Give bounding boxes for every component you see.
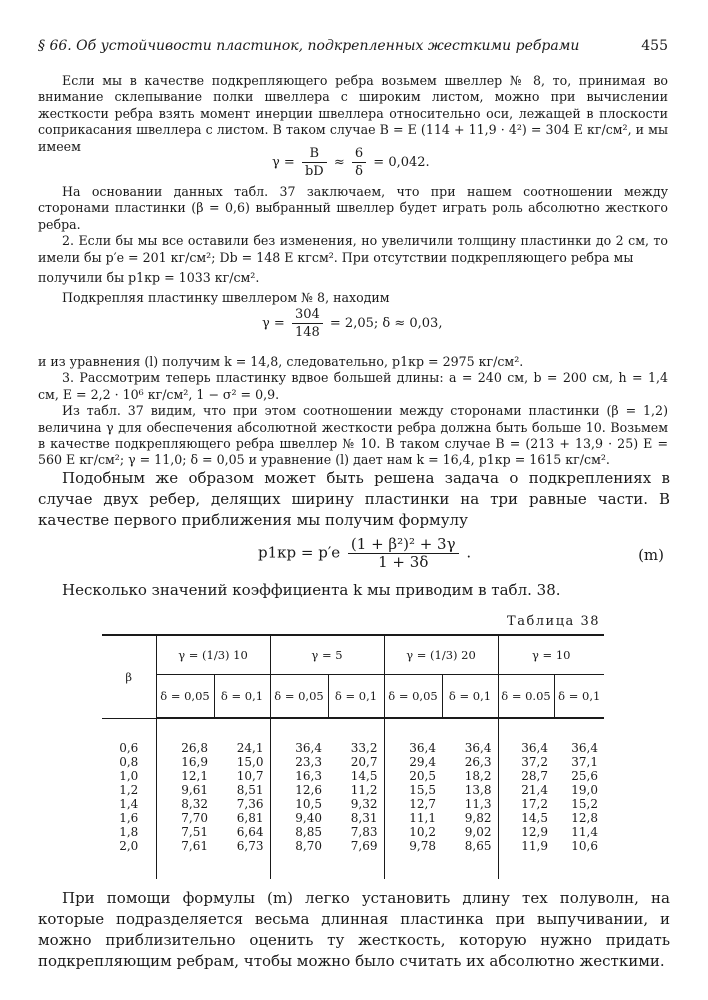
table-row	[102, 769, 604, 783]
k-value-cell: 9,02	[464, 825, 492, 839]
delta-header: δ = 0,1	[214, 675, 270, 719]
k-value-cell: 14,5	[498, 811, 554, 825]
paragraph-conclusion	[38, 888, 670, 972]
k-value-cell: 7,36	[236, 797, 264, 811]
k-value-cell: 11,3	[464, 797, 492, 811]
k-value-cell: 12,1	[156, 769, 214, 783]
table-row	[102, 825, 604, 839]
k-value-cell: 20,7	[350, 755, 378, 769]
k-value-cell: 36,4	[571, 741, 598, 755]
paragraph-6: 3. Рассмотрим теперь пластинку вдвое большей длины: a = 240 см, b = 200 см, h = 1,4 см, E = 2,2 · 10⁶ кг/см², 1 − σ² = 0,9.	[38, 370, 668, 402]
delta-header: δ = 0,1	[442, 675, 498, 719]
k-value-cell: 6,81	[236, 811, 264, 825]
table-row	[102, 797, 604, 811]
k-value-cell: 25,6	[571, 769, 598, 783]
k-value-cell: 20,5	[384, 769, 442, 783]
k-value-cell: 10,7	[236, 769, 264, 783]
k-value-cell: 37,2	[498, 755, 554, 769]
k-value-cell: 8,65	[464, 839, 492, 853]
k-value-cell: 7,51	[156, 825, 214, 839]
equation-gamma-1: γ = $\frac{B}{bD}$ ≈ $\frac{6}{\delta}$ = 0,042.	[272, 146, 430, 179]
page-number: 455	[641, 38, 668, 54]
group-header: γ = 5	[270, 635, 384, 675]
k-value-cell: 6,64	[236, 825, 264, 839]
equation-label-m: (m)	[638, 546, 664, 564]
k-value-cell: 36,4	[498, 718, 554, 755]
beta-cell: 1,2	[119, 783, 139, 797]
beta-cell: 2,0	[119, 839, 139, 853]
k-value-cell: 7,69	[350, 839, 378, 853]
header-title: § 66. Об устойчивости пластинок, подкрепленных жесткими ребрами	[38, 38, 580, 54]
k-value-cell: 14,5	[350, 769, 378, 783]
paragraph-3b: получили бы p1кр = 1033 кг/см².	[38, 270, 260, 286]
k-value-cell: 12,6	[270, 783, 328, 797]
k-value-cell: 8,51	[236, 783, 264, 797]
k-value-cell: 26,3	[464, 755, 492, 769]
group-header: γ = (1/3) 10	[156, 635, 270, 675]
beta-cell: 1,0	[119, 769, 139, 783]
k-value-cell: 19,0	[571, 783, 598, 797]
k-value-cell: 7,83	[350, 825, 378, 839]
table-row	[102, 755, 604, 769]
k-value-cell: 17,2	[498, 797, 554, 811]
beta-cell: 0,6	[119, 740, 139, 755]
table-row	[102, 718, 604, 755]
k-value-cell: 26,8	[156, 718, 214, 755]
k-value-cell: 33,2	[350, 741, 378, 755]
k-value-cell: 36,4	[384, 718, 442, 755]
k-value-cell: 12,7	[384, 797, 442, 811]
paragraph-4: Подкрепляя пластинку швеллером № 8, находим	[62, 290, 390, 306]
k-value-cell: 10,5	[270, 797, 328, 811]
k-value-cell: 8,85	[270, 825, 328, 839]
paragraph-5: и из уравнения (l) получим k = 14,8, следовательно, p1кр = 2975 кг/см².	[38, 354, 524, 369]
k-value-cell: 37,1	[571, 755, 598, 769]
k-value-cell: 12,8	[571, 811, 598, 825]
group-header: γ = 10	[498, 635, 604, 675]
equation-m: p1кр = p′e $\frac{\text{(1 + β²)² + 3γ}}{1 + 3\delta}$ .	[258, 535, 472, 571]
k-value-cell: 8,70	[270, 839, 328, 879]
table-38	[102, 634, 604, 879]
k-value-cell: 16,3	[270, 769, 328, 783]
table-row	[102, 839, 604, 879]
paragraph-3: 2. Если бы мы все оставили без изменения, но увеличили толщину пластинки до 2 см, то имели бы p′e = 201 кг/см²; Db = 148 E кгсм². При отсутствии подкрепляющего ребра мы	[38, 233, 668, 265]
paragraphs-block-2	[38, 184, 668, 307]
k-value-cell: 6,73	[236, 839, 264, 853]
k-value-cell: 8,31	[350, 811, 378, 825]
paragraph-two-ribs	[38, 468, 670, 531]
beta-cell: 1,4	[119, 797, 139, 811]
paragraph-7: Из табл. 37 видим, что при этом соотношении между сторонами пластинки (β = 1,2) величина γ для обеспечения абсолютной жесткости ребра должна быть больше 10. Возьмем в качестве подкрепляющего ребра швеллер № 10. В таком случае B = (213 + 13,9 · 25) E = 560 E кг/см²; γ = 11,0; δ = 0,05 и уравнение (l) дает нам k = 16,4, p1кр = 1615 кг/см².	[38, 403, 668, 468]
k-value-cell: 11,9	[498, 839, 554, 879]
table-body	[102, 718, 604, 879]
k-value-cell: 16,9	[156, 755, 214, 769]
k-value-cell: 13,8	[464, 783, 492, 797]
k-value-cell: 11,2	[350, 783, 378, 797]
paragraphs-block-3	[38, 354, 668, 469]
paragraph-9: Несколько значений коэффициента k мы приводим в табл. 38.	[62, 581, 561, 599]
delta-header: δ = 0,05	[384, 675, 442, 719]
k-value-cell: 24,1	[236, 741, 264, 755]
beta-cell: 1,8	[119, 825, 139, 839]
k-value-cell: 10,6	[571, 839, 598, 853]
delta-header: δ = 0.05	[498, 675, 554, 719]
paragraph-10: При помощи формулы (m) легко установить длину тех полуволн, на которые подразделяется весьма длинная пластинка при выпучивании, и можно приблизительно оценить ту жесткость, которую нужно придать подкрепляющим ребрам, чтобы можно было считать их абсолютно жесткими.	[38, 889, 670, 970]
k-value-cell: 21,4	[498, 783, 554, 797]
k-value-cell: 36,4	[464, 741, 492, 755]
k-value-cell: 7,70	[156, 811, 214, 825]
group-header: γ = (1/3) 20	[384, 635, 498, 675]
k-value-cell: 15,0	[236, 755, 264, 769]
paragraph-2: На основании данных табл. 37 заключаем, что при нашем соотношении между сторонами пластинки (β = 0,6) выбранный швеллер будет играть роль абсолютно жесткого ребра.	[38, 184, 668, 232]
k-value-cell: 9,78	[384, 839, 442, 879]
beta-cell: 0,8	[119, 755, 139, 769]
table-caption: Таблица 38	[507, 614, 600, 629]
k-value-cell: 28,7	[498, 769, 554, 783]
k-value-cell: 11,1	[384, 811, 442, 825]
equation-gamma-2: γ = $\frac{304}{148}$ = 2,05; δ ≈ 0,03,	[262, 307, 443, 340]
delta-header: δ = 0,1	[554, 675, 604, 719]
k-value-cell: 10,2	[384, 825, 442, 839]
k-value-cell: 12,9	[498, 825, 554, 839]
paragraph-table-intro	[38, 580, 670, 601]
k-value-cell: 7,61	[156, 839, 214, 879]
k-value-cell: 9,40	[270, 811, 328, 825]
running-header	[38, 38, 668, 54]
table-row	[102, 811, 604, 825]
delta-header: δ = 0,1	[328, 675, 384, 719]
k-value-cell: 11,4	[571, 825, 598, 839]
paragraph-8: Подобным же образом может быть решена задача о подкреплениях в случае двух ребер, делящих ширину пластинки на три равные части. В качестве первого приближения мы получим формулу	[38, 469, 670, 529]
beta-header: β	[102, 635, 156, 718]
k-value-cell: 36,4	[270, 718, 328, 755]
paragraph-1: Если мы в качестве подкрепляющего ребра возьмем швеллер № 8, то, принимая во внимание склепывание полки швеллера с широким листом, можно при вычислении жесткости ребра взять момент инерции швеллера относительно оси, лежащей в плоскости соприкасания швеллера с листом. В таком случае B = E (114 + 11,9 · 4²) = 304 E кг/см², и мы имеем	[38, 73, 668, 154]
k-value-cell: 15,2	[571, 797, 598, 811]
beta-cell: 1,6	[119, 811, 139, 825]
delta-header: δ = 0,05	[270, 675, 328, 719]
table-row	[102, 783, 604, 797]
k-value-cell: 9,82	[464, 811, 492, 825]
k-value-cell: 18,2	[464, 769, 492, 783]
k-value-cell: 15,5	[384, 783, 442, 797]
k-value-cell: 8,32	[156, 797, 214, 811]
k-value-cell: 9,61	[156, 783, 214, 797]
delta-header: δ = 0,05	[156, 675, 214, 719]
k-value-cell: 23,3	[270, 755, 328, 769]
paragraph-channel-8	[38, 73, 668, 155]
k-value-cell: 9,32	[350, 797, 378, 811]
k-value-cell: 29,4	[384, 755, 442, 769]
